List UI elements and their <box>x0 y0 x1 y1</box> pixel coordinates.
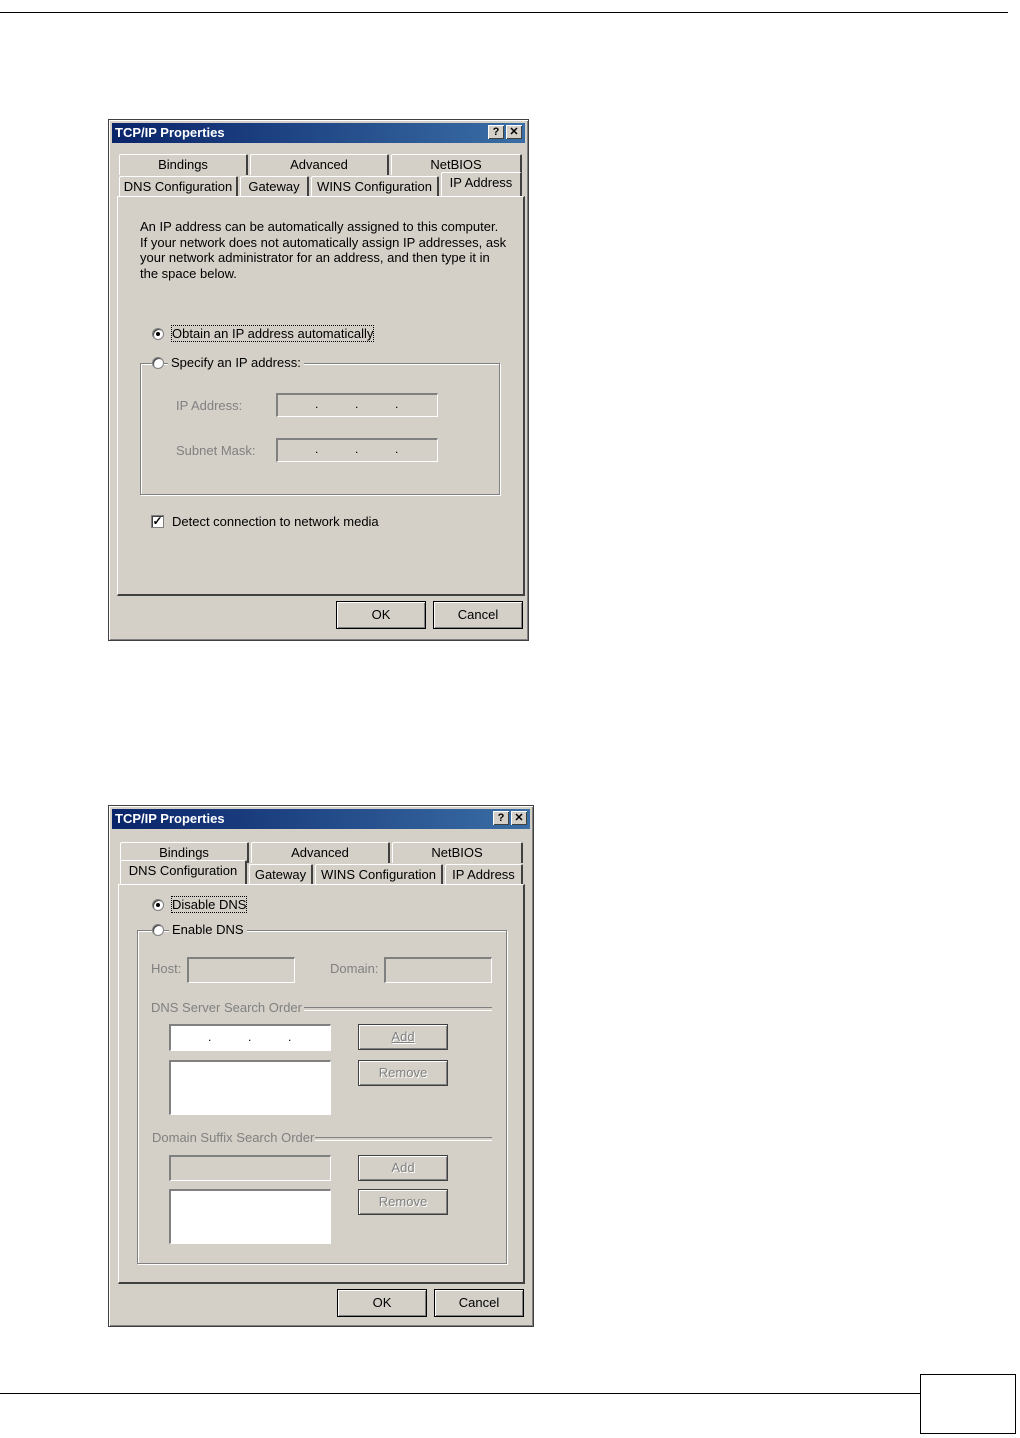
radio-disable-dns[interactable] <box>152 899 164 911</box>
host-field[interactable] <box>187 957 295 983</box>
ip-dot: . <box>315 442 319 456</box>
title-bar <box>112 123 525 143</box>
dns-remove-button[interactable]: Remove <box>358 1060 448 1086</box>
description-text: An IP address can be automatically assigned to this computer. If your network does not automatically assign IP addresses, ask your network administrator for an address, and then type it in the space below. <box>140 219 507 281</box>
cancel-button[interactable]: Cancel <box>433 601 523 629</box>
tab-ip-address[interactable]: IP Address <box>445 864 523 885</box>
help-icon[interactable]: ? <box>488 125 504 139</box>
page-top-rule <box>0 12 1008 13</box>
suffix-remove-button[interactable]: Remove <box>358 1189 448 1215</box>
host-label: Host: <box>151 961 182 976</box>
detect-media-checkbox[interactable]: ✓ <box>152 514 163 528</box>
radio-enable-dns-label[interactable]: Enable DNS <box>169 922 247 937</box>
ip-dot: . <box>288 1030 292 1044</box>
dns-server-ip-field[interactable] <box>169 1024 331 1051</box>
tab-panel-ip-address <box>117 196 525 596</box>
dialog-title: TCP/IP Properties <box>115 811 225 826</box>
tab-ip-address[interactable]: IP Address <box>441 172 522 196</box>
tab-bindings[interactable]: Bindings <box>119 154 248 175</box>
subnet-mask-label: Subnet Mask: <box>176 443 256 458</box>
page-bottom-rule <box>0 1393 920 1394</box>
tab-advanced[interactable]: Advanced <box>250 154 389 175</box>
radio-obtain-automatically[interactable] <box>152 328 164 340</box>
tab-gateway[interactable]: Gateway <box>240 176 309 197</box>
page-number-box <box>920 1374 1016 1434</box>
radio-enable-dns[interactable] <box>152 924 164 936</box>
help-icon[interactable]: ? <box>493 811 509 825</box>
radio-specify-ip-label[interactable]: Specify an IP address: <box>168 355 304 370</box>
tab-panel-dns-configuration <box>118 884 525 1284</box>
radio-specify-ip[interactable] <box>152 357 164 369</box>
ip-dot: . <box>315 397 319 411</box>
tab-dns-configuration[interactable]: DNS Configuration <box>120 860 247 884</box>
subnet-mask-field[interactable] <box>276 438 438 462</box>
dns-server-order-divider <box>304 1007 492 1011</box>
domain-suffix-list[interactable] <box>169 1189 331 1244</box>
dialog-title: TCP/IP Properties <box>115 125 225 140</box>
domain-suffix-order-divider <box>315 1137 492 1141</box>
tab-netbios[interactable]: NetBIOS <box>392 842 523 863</box>
tab-wins-configuration[interactable]: WINS Configuration <box>311 176 439 197</box>
ip-dot: . <box>355 397 359 411</box>
tab-bindings[interactable]: Bindings <box>120 842 249 863</box>
cancel-button[interactable]: Cancel <box>434 1289 524 1317</box>
radio-obtain-automatically-label[interactable]: Obtain an IP address automatically <box>172 326 374 341</box>
domain-suffix-order-label: Domain Suffix Search Order <box>152 1130 315 1145</box>
ip-dot: . <box>208 1030 212 1044</box>
ok-button[interactable]: OK <box>337 1289 427 1317</box>
ok-button[interactable]: OK <box>336 601 426 629</box>
dns-server-order-label: DNS Server Search Order <box>151 1000 302 1015</box>
specify-ip-group <box>140 363 500 495</box>
ip-address-label: IP Address: <box>176 398 243 413</box>
tab-advanced[interactable]: Advanced <box>251 842 390 863</box>
tab-dns-configuration[interactable]: DNS Configuration <box>119 176 238 197</box>
close-icon[interactable]: ✕ <box>506 125 522 139</box>
ip-address-field[interactable] <box>276 393 438 417</box>
tcpip-properties-dialog-dns <box>108 805 534 1327</box>
tab-wins-configuration[interactable]: WINS Configuration <box>315 864 443 885</box>
title-bar <box>112 809 530 829</box>
domain-label: Domain: <box>330 961 379 976</box>
suffix-add-button[interactable]: Add <box>358 1155 448 1181</box>
ip-dot: . <box>248 1030 252 1044</box>
tab-netbios[interactable]: NetBIOS <box>391 154 522 175</box>
close-icon[interactable]: ✕ <box>511 811 527 825</box>
ip-dot: . <box>355 442 359 456</box>
dns-add-button[interactable]: Add <box>358 1024 448 1050</box>
dns-server-list[interactable] <box>169 1060 331 1115</box>
domain-field[interactable] <box>384 957 492 983</box>
tcpip-properties-dialog-ip-address <box>108 119 529 641</box>
domain-suffix-field[interactable] <box>169 1155 331 1181</box>
ip-dot: . <box>395 397 399 411</box>
ip-dot: . <box>395 442 399 456</box>
detect-media-label[interactable]: Detect connection to network media <box>172 514 379 529</box>
radio-disable-dns-label[interactable]: Disable DNS <box>172 897 247 912</box>
tab-gateway[interactable]: Gateway <box>249 864 313 885</box>
